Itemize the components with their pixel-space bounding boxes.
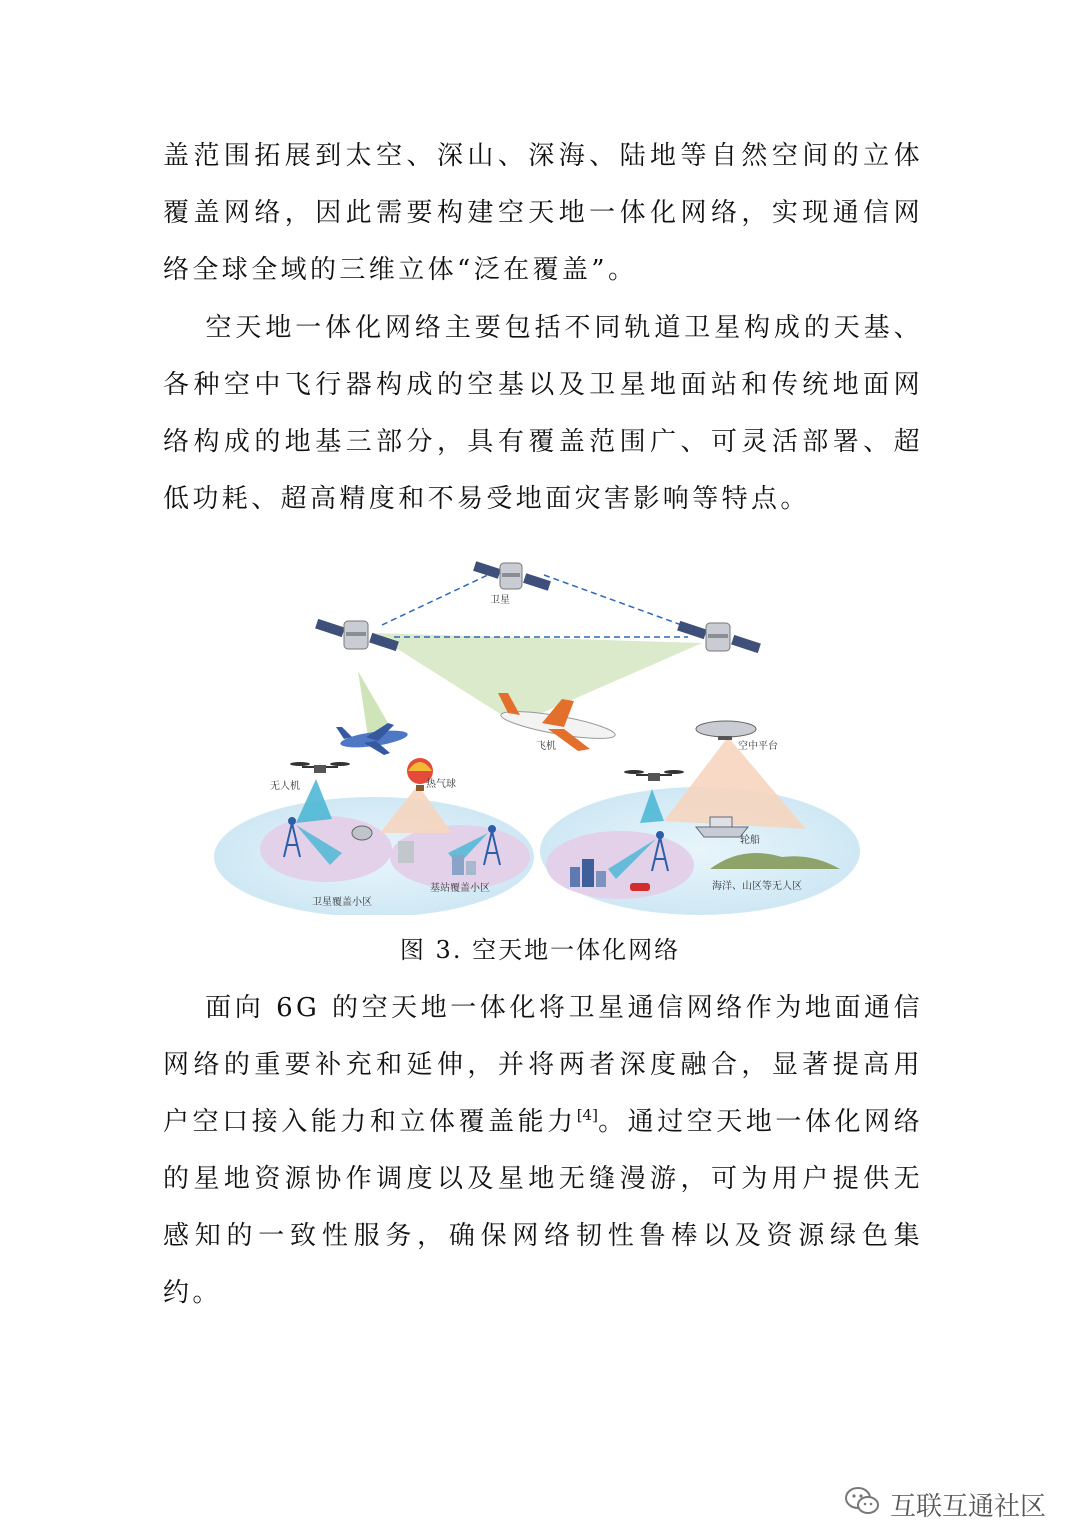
label-satellite-cell: 卫星覆盖小区 <box>312 897 372 908</box>
figure-caption: 图 3. 空天地一体化网络 <box>399 936 681 964</box>
paragraph-1: 盖范围拓展到太空、深山、深海、陆地等自然空间的立体覆盖网络，因此需要构建空天地一体化网络，实现通信网络全球全域的三维立体“泛在覆盖”。 <box>163 141 923 285</box>
paragraph-3 <box>163 980 923 1322</box>
air-platform-icon <box>696 721 756 740</box>
label-drone: 无人机 <box>270 781 300 792</box>
label-remote-area: 海洋、山区等无人区 <box>712 881 802 892</box>
label-air-platform: 空中平台 <box>738 741 778 752</box>
link-top-right <box>544 575 698 631</box>
paragraph-2 <box>163 300 923 528</box>
label-satellite: 卫星 <box>490 595 510 606</box>
label-airplane: 飞机 <box>536 741 556 752</box>
label-ship: 轮船 <box>740 835 760 846</box>
label-balloon: 热气球 <box>426 779 456 790</box>
car-icon <box>630 883 650 891</box>
watermark-text: 互联互通社区 <box>889 1492 1046 1522</box>
network-figure <box>212 553 868 915</box>
drone-right-icon <box>624 770 684 781</box>
watermark <box>844 1486 1046 1523</box>
link-left-top <box>382 573 492 625</box>
paragraph-3-text-a: 面向 6G 的空天地一体化将卫星通信网络作为地面通信网络的重要补充和延伸，并将两者深度融合，显著提高用户空口接入能力和立体覆盖能力 <box>163 993 923 1137</box>
paragraph-3-text-b: 。通过空天地一体化网络的星地资源协作调度以及星地无缝漫游，可为用户提供无感知的一致性服务，确保网络韧性鲁棒以及资源绿色集约。 <box>163 1107 923 1308</box>
paragraph-2-text: 空天地一体化网络主要包括不同轨道卫星构成的天基、各种空中飞行器构成的空基以及卫星地面站和传统地面网络构成的地基三部分，具有覆盖范围广、可灵活部署、超低功耗、超高精度和不易受地面灾害影响等特点。 <box>163 313 923 514</box>
drone-left-icon <box>290 762 350 773</box>
satellite-dish-icon <box>352 826 372 840</box>
network-diagram <box>212 553 868 915</box>
reference-marker[interactable]: [4] <box>576 1106 598 1124</box>
label-base-station-cell: 基站覆盖小区 <box>430 883 490 894</box>
wechat-icon <box>844 1486 890 1523</box>
satellite-beam-center <box>372 633 702 715</box>
air-platform-beam <box>664 737 806 829</box>
